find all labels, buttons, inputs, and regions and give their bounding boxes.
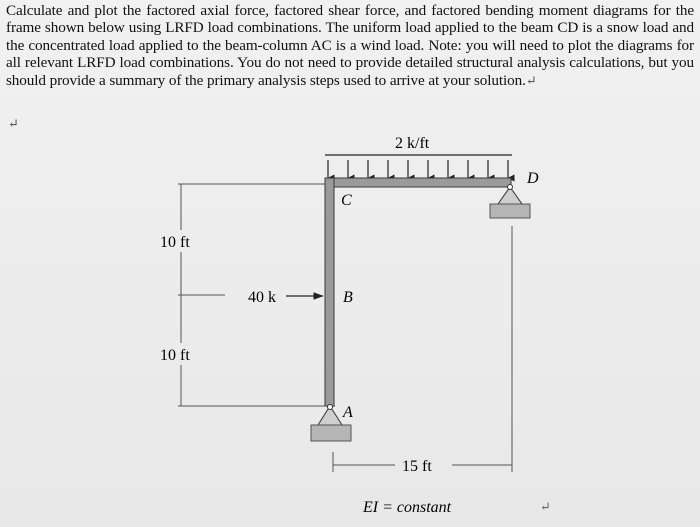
node-d-label: D	[527, 170, 539, 187]
point-load-label: 40 k	[248, 289, 276, 306]
dim-upper-label: 10 ft	[160, 234, 190, 251]
distributed-load-label: 2 k/ft	[395, 135, 430, 152]
dim-span-label: 15 ft	[402, 458, 432, 475]
end-mark-icon: ↵	[540, 499, 551, 514]
distributed-load-arrows	[325, 155, 512, 178]
node-a-label: A	[343, 404, 353, 421]
column-ac	[325, 178, 334, 406]
node-b-label: B	[343, 289, 353, 306]
problem-text: Calculate and plot the factored axial force, factored shear force, and factored bending moment diagrams for the frame shown below using LRFD load combinations. The uniform load applied to the beam CD is a snow load and the concentrated load applied to the beam-column AC is a wind load. Note: you will need to plot the diagrams for all relevant LRFD load combinations. You do not need to provide detailed structural analysis calculations, but you should provide a summary of the primary analysis steps used to arrive at your solution.	[6, 2, 694, 89]
paragraph-mark-icon: ↵	[525, 72, 537, 88]
beam-cd	[325, 178, 511, 187]
return-mark-icon: ↵	[8, 116, 19, 131]
stiffness-note: EI = constant	[363, 499, 452, 516]
dim-lower-label: 10 ft	[160, 347, 190, 364]
node-c-label: C	[341, 192, 352, 209]
support-d-icon	[490, 185, 530, 219]
